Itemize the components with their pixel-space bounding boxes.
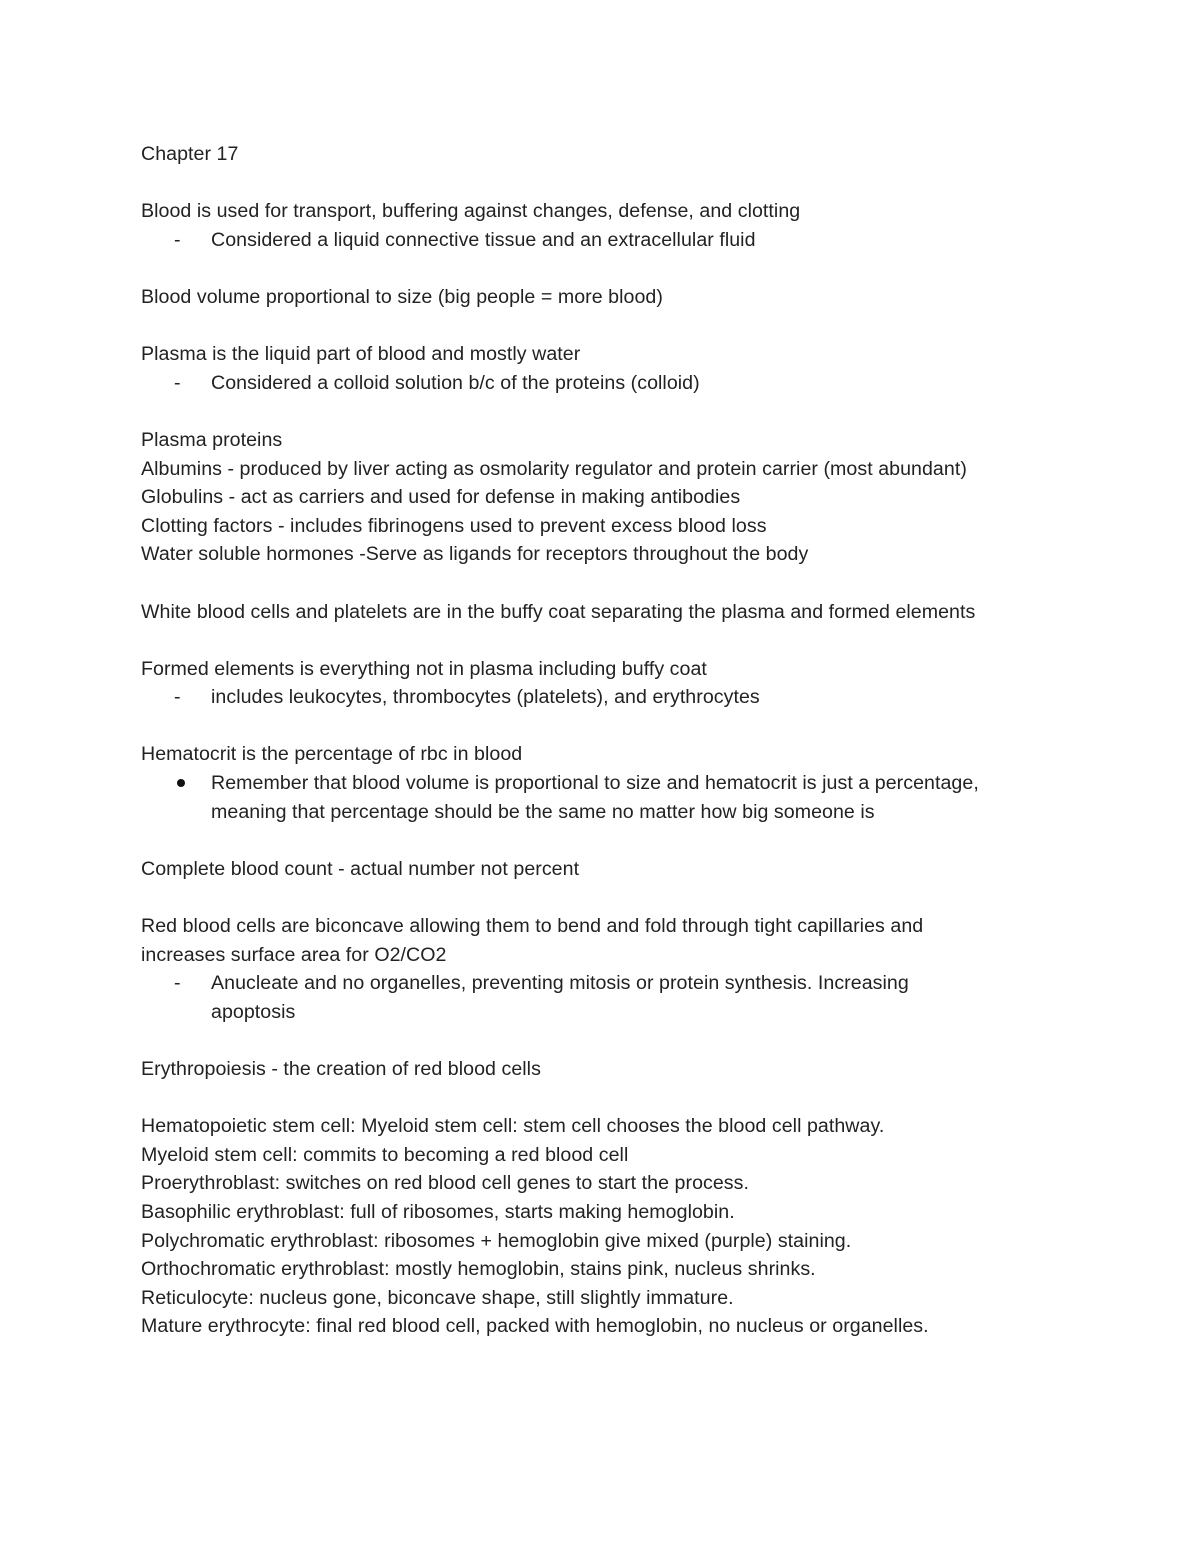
- spacer: [141, 569, 1081, 598]
- text-line-proerythroblast: Proerythroblast: switches on red blood cell genes to start the process.: [141, 1172, 749, 1195]
- spacer: [141, 1026, 1081, 1055]
- dash-list-item: [141, 226, 1081, 255]
- list-item-text: includes leukocytes, thrombocytes (platelets), and erythrocytes: [211, 686, 760, 709]
- text-line-hormones: Water soluble hormones -Serve as ligands for receptors throughout the body: [141, 543, 809, 566]
- paragraph-plasma: Plasma is the liquid part of blood and mostly water: [141, 343, 581, 366]
- dash-list-item: [141, 369, 1081, 398]
- paragraph-rbc: Red blood cells are biconcave allowing them to bend and fold through tight capillaries and: [141, 915, 924, 938]
- paragraph-rbc-continuation: increases surface area for O2/CO2: [141, 943, 447, 966]
- paragraph-blood-volume: Blood volume proportional to size (big people = more blood): [141, 285, 663, 308]
- spacer: [141, 397, 1081, 426]
- list-item-text: Considered a colloid solution b/c of the proteins (colloid): [211, 371, 700, 394]
- dash-list-item: [141, 969, 1081, 998]
- text-line-orthochromatic: Orthochromatic erythroblast: mostly hemoglobin, stains pink, nucleus shrinks.: [141, 1258, 816, 1281]
- list-item-text: apoptosis: [211, 1000, 296, 1023]
- dash-bullet-icon: -: [174, 228, 181, 251]
- text-line-mature-erythrocyte: Mature erythrocyte: final red blood cell, packed with hemoglobin, no nucleus or organelles.: [141, 1315, 929, 1338]
- text-line-reticulocyte: Reticulocyte: nucleus gone, biconcave shape, still slightly immature.: [141, 1286, 734, 1309]
- dash-bullet-icon: -: [174, 686, 181, 709]
- dot-list-item-continuation: [141, 798, 1081, 827]
- heading-plasma-proteins: Plasma proteins: [141, 428, 283, 451]
- list-item-text: Considered a liquid connective tissue and an extracellular fluid: [211, 228, 756, 251]
- spacer: [141, 883, 1081, 912]
- spacer: [141, 626, 1081, 655]
- paragraph-cbc: Complete blood count - actual number not percent: [141, 857, 580, 880]
- spacer: [141, 254, 1081, 283]
- spacer: [141, 712, 1081, 741]
- text-line-albumins: Albumins - produced by liver acting as osmolarity regulator and protein carrier (most abundant): [141, 457, 967, 480]
- list-item-text: Remember that blood volume is proportional to size and hematocrit is just a percentage,: [211, 772, 979, 795]
- list-item-text: meaning that percentage should be the same no matter how big someone is: [211, 800, 875, 823]
- dash-bullet-icon: -: [174, 371, 181, 394]
- text-line-myeloid: Myeloid stem cell: commits to becoming a red blood cell: [141, 1143, 629, 1166]
- dot-list-item: [141, 769, 1081, 798]
- spacer: [141, 826, 1081, 855]
- paragraph-erythropoiesis: Erythropoiesis - the creation of red blood cells: [141, 1058, 541, 1080]
- dot-bullet-icon: [177, 779, 185, 787]
- text-line-hematopoietic: Hematopoietic stem cell: Myeloid stem cell: stem cell chooses the blood cell pathway.: [141, 1115, 885, 1138]
- dash-bullet-icon: -: [174, 972, 181, 995]
- spacer: [141, 312, 1081, 341]
- dash-list-item: [141, 683, 1081, 712]
- text-line-clotting-factors: Clotting factors - includes fibrinogens used to prevent excess blood loss: [141, 514, 767, 537]
- paragraph-hematocrit: Hematocrit is the percentage of rbc in blood: [141, 743, 523, 766]
- paragraph-formed-elements: Formed elements is everything not in plasma including buffy coat: [141, 657, 707, 680]
- spacer: [141, 1084, 1081, 1113]
- dash-list-item-continuation: [141, 998, 1081, 1027]
- paragraph-blood-uses: Blood is used for transport, buffering against changes, defense, and clotting: [141, 200, 801, 223]
- text-line-globulins: Globulins - act as carriers and used for defense in making antibodies: [141, 486, 741, 509]
- document-body: [141, 140, 1081, 1341]
- paragraph-buffy-coat: White blood cells and platelets are in the buffy coat separating the plasma and formed elements: [141, 600, 976, 623]
- spacer: [141, 169, 1081, 198]
- list-item-text: Anucleate and no organelles, preventing mitosis or protein synthesis. Increasing: [211, 972, 909, 995]
- chapter-title: Chapter 17: [141, 143, 239, 165]
- text-line-basophilic: Basophilic erythroblast: full of ribosomes, starts making hemoglobin.: [141, 1200, 735, 1223]
- text-line-polychromatic: Polychromatic erythroblast: ribosomes + hemoglobin give mixed (purple) staining.: [141, 1229, 852, 1252]
